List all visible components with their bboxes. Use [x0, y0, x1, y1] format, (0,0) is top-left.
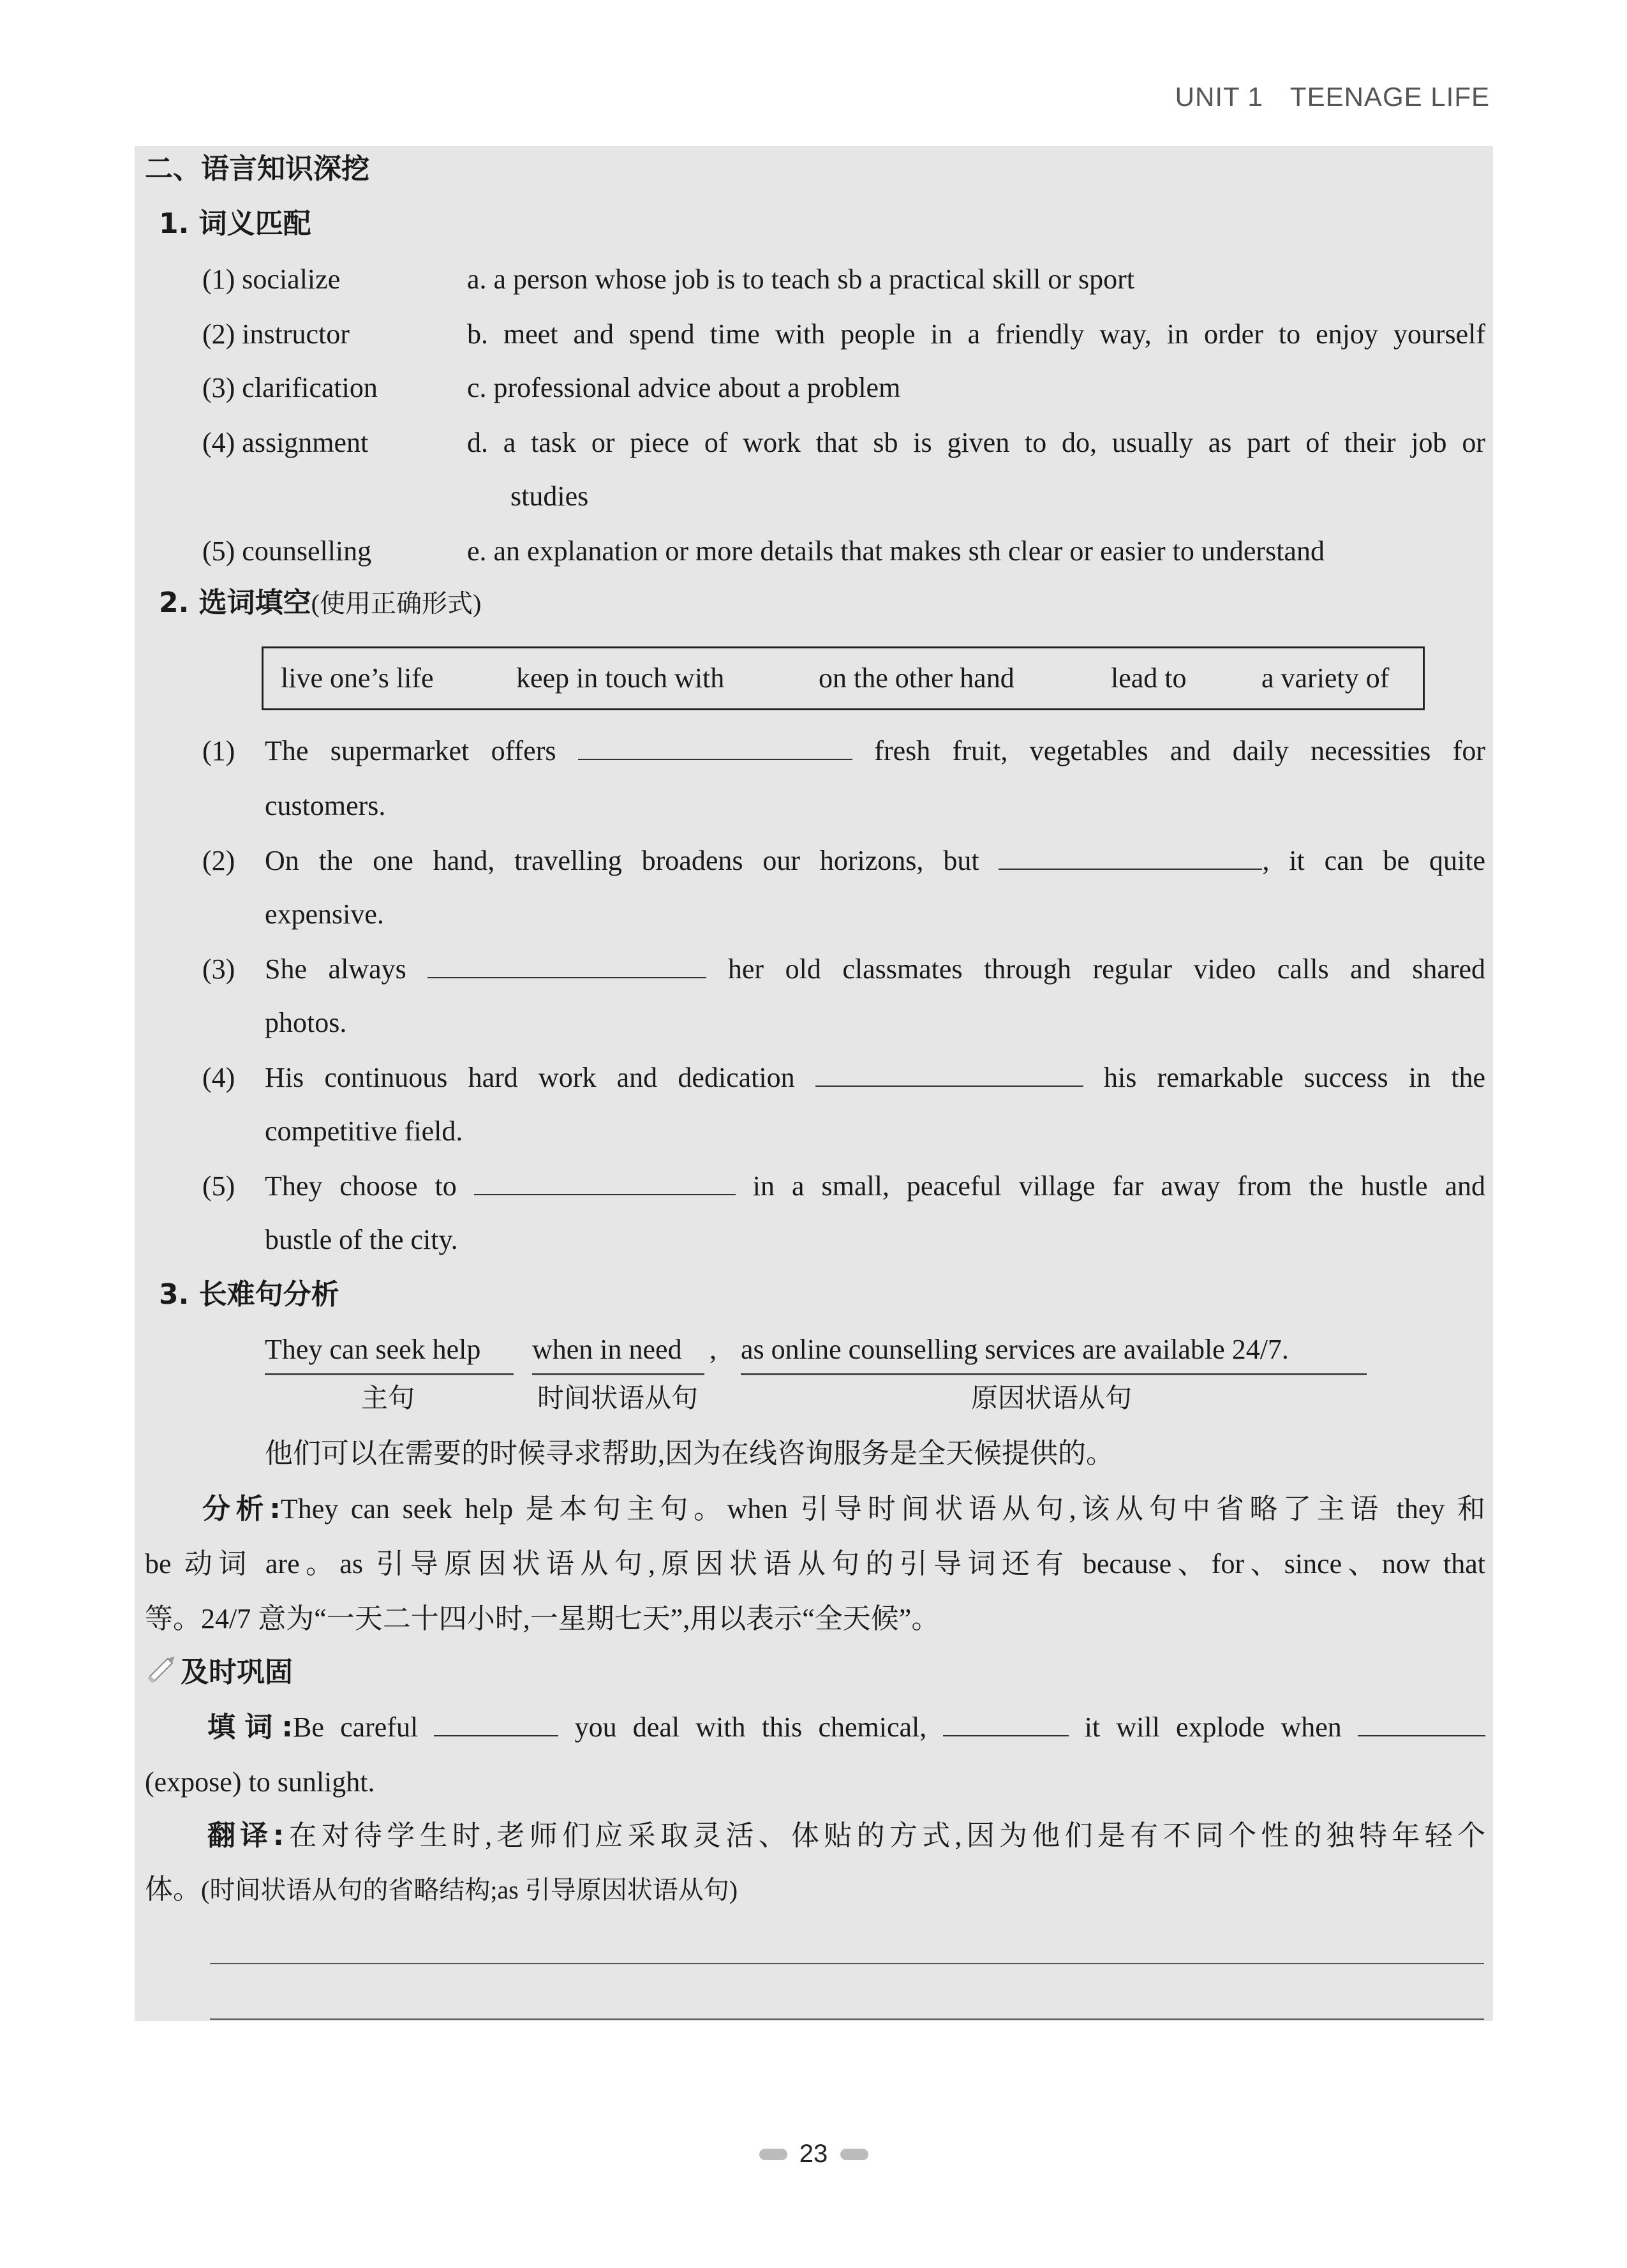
answer-blank[interactable] — [434, 1703, 558, 1736]
word-bank-box — [262, 646, 1425, 710]
comma: , — [709, 1334, 717, 1365]
answer-blank[interactable] — [943, 1703, 1069, 1736]
match-word: (1) socialize — [202, 264, 341, 295]
item-number: (5) — [202, 1170, 235, 1202]
item-number: (2) — [202, 845, 235, 876]
part2-title: 2. 选词填空(使用正确形式) — [159, 586, 482, 619]
pencil-icon — [145, 1650, 181, 1701]
segment-reason-clause: as online counselling services are available 24/7. — [741, 1334, 1289, 1365]
fill-sentence-cont: bustle of the city. — [265, 1224, 458, 1255]
match-definition: b. meet and spend time with people in a friendly way, in order to enjoy yourself — [467, 318, 1485, 350]
answer-blank[interactable] — [474, 1162, 736, 1195]
fill-sentence-cont: expensive. — [265, 899, 384, 930]
fill-sentence-cont: competitive field. — [265, 1115, 463, 1147]
segment-main-clause: They can seek help — [265, 1334, 481, 1365]
fill-exercise: 填词:Be careful you deal with this chemical, it will explode when — [207, 1702, 1485, 1753]
answer-blank[interactable] — [1358, 1703, 1485, 1736]
fill-sentence: On the one hand, travelling broadens our horizons, but , it can be quite — [265, 835, 1485, 886]
fill-sentence: The supermarket offers fresh fruit, vegetables and daily necessities for — [265, 726, 1485, 777]
answer-blank[interactable] — [815, 1054, 1083, 1087]
item-number: (4) — [202, 1062, 235, 1093]
fill-sentence: She always her old classmates through regular video calls and shared — [265, 944, 1485, 995]
analysis-line: be 动词 are。as 引导原因状语从句,原因状语从句的引导词还有 because、for、since、now that — [145, 1548, 1485, 1579]
unit-label: UNIT 1 — [1175, 82, 1263, 112]
match-definition: a. a person whose job is to teach sb a practical skill or sport — [467, 264, 1134, 295]
analysis-line: 分析:They can seek help 是本句主句。when 引导时间状语从句,该从句中省略了主语 they 和 — [202, 1493, 1485, 1525]
fill-sentence-cont: photos. — [265, 1007, 347, 1038]
label-main-clause: 主句 — [360, 1384, 415, 1414]
match-definition: e. an explanation or more details that makes sth clear or easier to understand — [467, 535, 1325, 567]
fill-sentence: They choose to in a small, peaceful village far away from the hustle and — [265, 1161, 1485, 1212]
fill-sentence: His continuous hard work and dedication his remarkable success in the — [265, 1052, 1485, 1103]
page-number — [759, 2138, 868, 2170]
section-title: 二、语言知识深挖 — [145, 153, 369, 185]
label-reason-clause: 原因状语从句 — [970, 1384, 1133, 1414]
unit-title: TEENAGE LIFE — [1289, 82, 1490, 112]
running-header — [1175, 82, 1490, 112]
segment-time-clause: when in need — [532, 1334, 682, 1365]
match-word: (2) instructor — [202, 318, 350, 350]
word-bank-item: on the other hand — [819, 662, 1014, 694]
translation-exercise: 翻译:在对待学生时,老师们应采取灵活、体贴的方式,因为他们是有不同个性的独特年轻个 — [207, 1819, 1485, 1852]
word-bank-item: lead to — [1111, 662, 1187, 694]
answer-blank[interactable] — [578, 727, 852, 760]
match-word: (5) counselling — [202, 535, 372, 567]
fill-sentence-cont: customers. — [265, 790, 386, 821]
item-number: (3) — [202, 953, 235, 985]
page-number-text: 23 — [799, 2140, 828, 2168]
match-word: (3) clarification — [202, 372, 378, 403]
match-definition: c. professional advice about a problem — [467, 372, 901, 403]
translation: 他们可以在需要的时候寻求帮助,因为在线咨询服务是全天候提供的。 — [265, 1438, 1114, 1469]
answer-line[interactable] — [210, 2018, 1484, 2020]
item-number: (1) — [202, 735, 235, 766]
answer-blank[interactable] — [427, 945, 706, 978]
translation-exercise-cont: 体。(时间状语从句的省略结构;as 引导原因状语从句) — [145, 1874, 738, 1905]
match-definition-cont: studies — [510, 481, 589, 512]
word-bank-item: a variety of — [1261, 662, 1390, 694]
match-word: (4) assignment — [202, 427, 369, 458]
match-definition: d. a task or piece of work that sb is given to do, usually as part of their job or — [467, 427, 1485, 458]
part3-title: 3. 长难句分析 — [159, 1278, 339, 1311]
practice-title: 及时巩固 — [145, 1647, 293, 1698]
answer-blank[interactable] — [999, 837, 1262, 870]
word-bank-item: keep in touch with — [516, 662, 725, 694]
word-bank-item: live one’s life — [281, 662, 434, 694]
part1-title: 1. 词义匹配 — [159, 207, 311, 240]
label-time-clause: 时间状语从句 — [537, 1384, 699, 1414]
fill-exercise-cont: (expose) to sunlight. — [145, 1766, 375, 1798]
analysis-line: 等。24/7 意为“一天二十四小时,一星期七天”,用以表示“全天候”。 — [145, 1603, 940, 1634]
answer-line[interactable] — [210, 1963, 1484, 1964]
